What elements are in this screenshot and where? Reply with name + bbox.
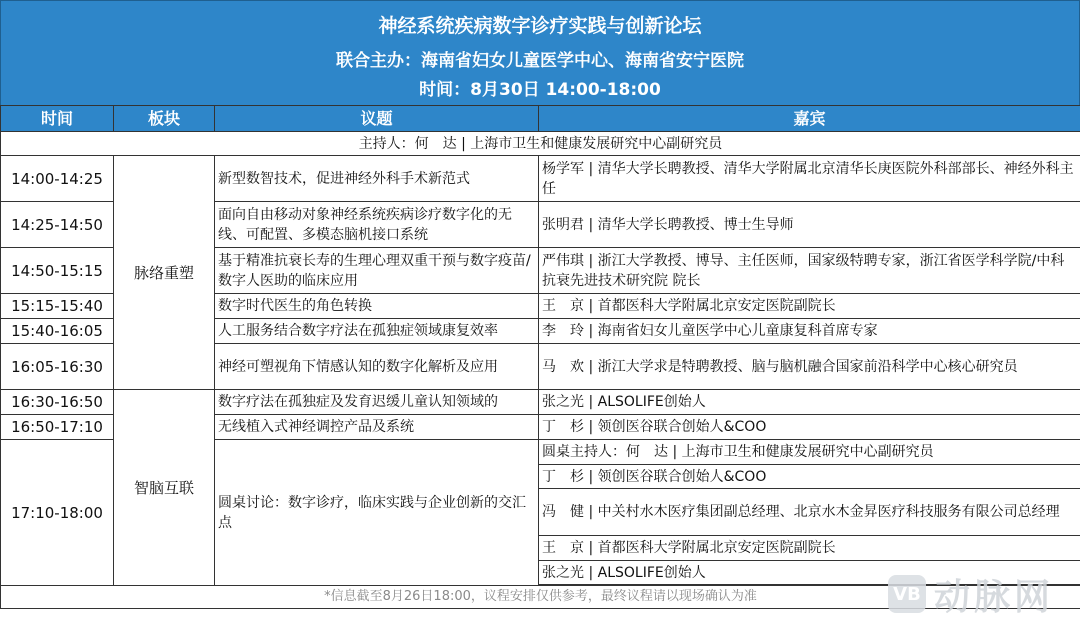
col-header-time: 时间	[1, 106, 114, 132]
row-guest: 张明君 | 清华大学长聘教授、博士生导师	[539, 202, 1080, 248]
forum-organizers: 联合主办：海南省妇女儿童医学中心、海南省安宁医院	[336, 51, 744, 71]
table-header-row	[1, 106, 1080, 132]
row-time: 16:50-17:10	[1, 415, 114, 440]
row-time: 14:00-14:25	[1, 156, 114, 202]
row-topic: 无线植入式神经调控产品及系统	[215, 415, 539, 440]
footnote: *信息截至8月26日18:00，议程安排仅供参考，最终议程请以现场确认为准	[1, 586, 1080, 609]
row-guest: 王 京 | 首都医科大学附属北京安定医院副院长	[539, 536, 1080, 561]
row-guest: 杨学军 | 清华大学长聘教授、清华大学附属北京清华长庚医院外科部部长、神经外科主任	[539, 156, 1080, 202]
row-time: 15:15-15:40	[1, 294, 114, 319]
row-guest: 圆桌主持人：何 达 | 上海市卫生和健康发展研究中心副研究员	[539, 440, 1080, 465]
row-guest: 张之光 | ALSOLIFE创始人	[539, 390, 1080, 415]
row-guest: 张之光 | ALSOLIFE创始人	[539, 561, 1080, 585]
col-header-section: 板块	[114, 106, 215, 132]
row-topic: 人工服务结合数字疗法在孤独症领域康复效率	[215, 319, 539, 344]
row-topic: 新型数智技术，促进神经外科手术新范式	[215, 156, 539, 202]
row-guest: 王 京 | 首都医科大学附属北京安定医院副院长	[539, 294, 1080, 319]
watermark-text: 动脉网	[934, 576, 1055, 618]
row-guest: 马 欢 | 浙江大学求是特聘教授、脑与脑机融合国家前沿科学中心核心研究员	[539, 344, 1080, 390]
row-time: 14:50-15:15	[1, 248, 114, 294]
forum-title: 神经系统疾病数字诊疗实践与创新论坛	[378, 15, 702, 37]
host-cell: 主持人：何 达 | 上海市卫生和健康发展研究中心副研究员	[1, 132, 1080, 156]
watermark	[888, 568, 1074, 620]
table-row	[1, 156, 1080, 202]
row-time: 17:10-18:00	[1, 440, 114, 586]
row-topic: 圆桌讨论：数字诊疗，临床实践与企业创新的交汇点	[215, 440, 539, 586]
col-header-guest: 嘉宾	[539, 106, 1080, 132]
table-row	[1, 390, 1080, 415]
row-topic: 面向自由移动对象神经系统疾病诊疗数字化的无线、可配置、多模态脑机接口系统	[215, 202, 539, 248]
agenda-table	[0, 105, 1080, 609]
row-time: 14:25-14:50	[1, 202, 114, 248]
section-label: 脉络重塑	[114, 156, 215, 390]
host-row	[1, 132, 1080, 156]
col-header-topic: 议题	[215, 106, 539, 132]
row-guest: 李 玲 | 海南省妇女儿童医学中心儿童康复科首席专家	[539, 319, 1080, 344]
row-guest: 丁 杉 | 领创医谷联合创始人&COO	[539, 465, 1080, 489]
row-time: 15:40-16:05	[1, 319, 114, 344]
row-guest: 严伟琪 | 浙江大学教授、博导、主任医师，国家级特聘专家，浙江省医学科学院/中科抗衰先进技术研究院 院长	[539, 248, 1080, 294]
row-topic: 神经可塑视角下情感认知的数字化解析及应用	[215, 344, 539, 390]
row-topic: 数字疗法在孤独症及发育迟缓儿童认知领域的	[215, 390, 539, 415]
row-guest: 丁 杉 | 领创医谷联合创始人&COO	[539, 415, 1080, 440]
row-time: 16:30-16:50	[1, 390, 114, 415]
row-topic: 数字时代医生的角色转换	[215, 294, 539, 319]
row-guest: 冯 健 | 中关村水木医疗集团副总经理、北京水木金昇医疗科技服务有限公司总经理	[539, 489, 1080, 536]
watermark-logo-icon: VB	[888, 575, 926, 613]
forum-time: 时间：8月30日 14:00-18:00	[419, 80, 661, 100]
row-time: 16:05-16:30	[1, 344, 114, 390]
forum-header	[0, 0, 1080, 106]
section-label: 智脑互联	[114, 390, 215, 586]
row-topic: 基于精准抗衰长寿的生理心理双重干预与数字疫苗/数字人医助的临床应用	[215, 248, 539, 294]
